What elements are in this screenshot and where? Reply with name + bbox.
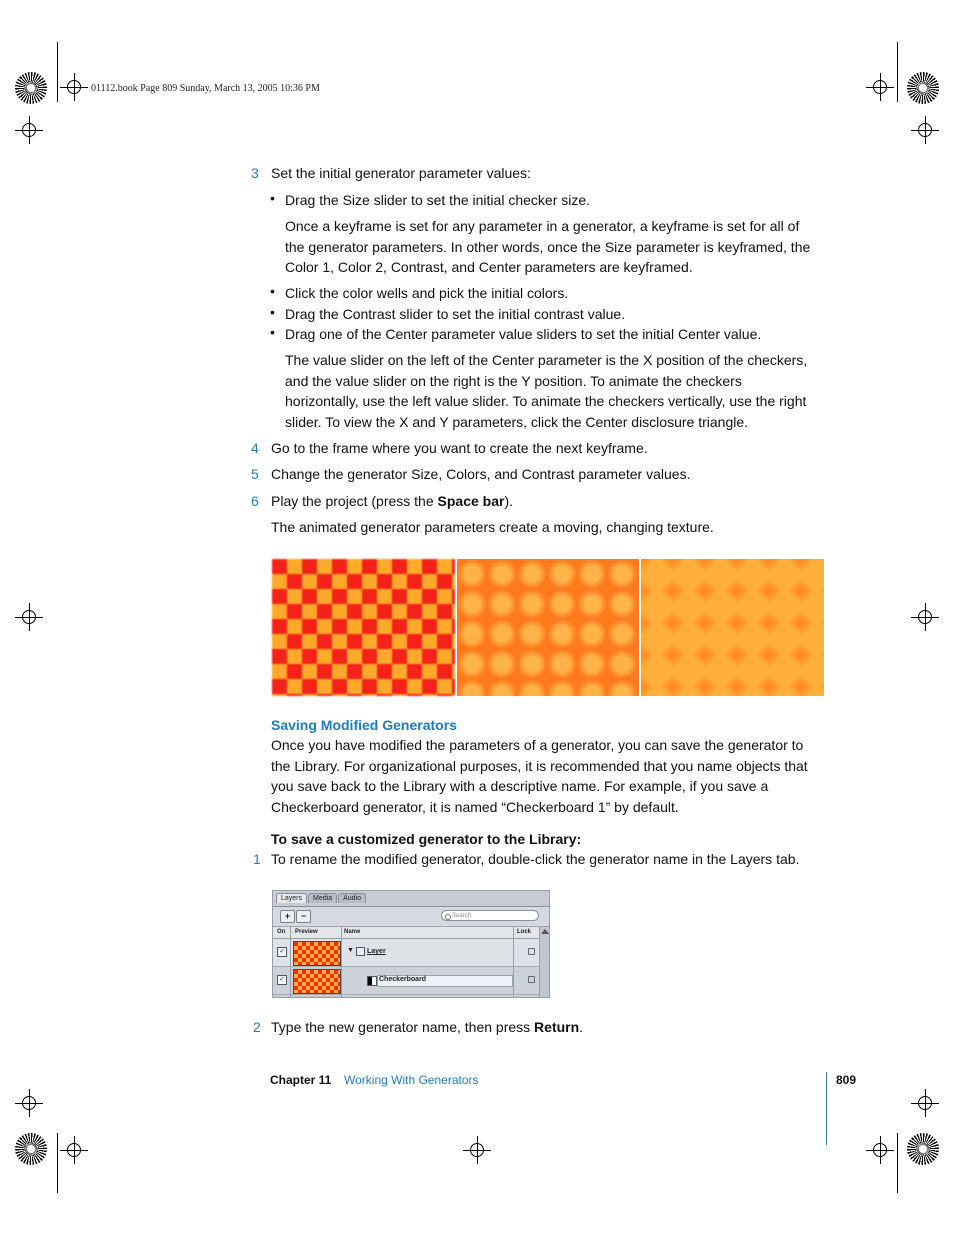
registration-mark-icon [67,1143,81,1157]
registration-mark-icon [22,610,36,624]
crop-mark [57,42,58,102]
tab-media[interactable]: Media [308,893,337,903]
registration-mark-icon [67,80,81,94]
checkerboard-frame-2-image [457,559,640,696]
key-name: Space bar [437,493,505,509]
column-header-row [273,927,539,939]
bullet-icon: • [270,190,275,206]
step-number: 1 [253,851,261,867]
column-divider [341,927,342,998]
step-number: 3 [251,165,259,181]
registration-star-icon [15,72,47,104]
bullet-text: Drag the Contrast slider to set the initial contrast value. [285,306,626,322]
note-paragraph [285,216,810,278]
page-number: 809 [836,1073,857,1087]
registration-star-icon [907,72,939,104]
task-heading: To save a customized generator to the Library: [271,831,582,847]
layer-enable-checkbox[interactable]: ✓ [277,975,287,985]
note-line: and the value slider on the right is the Y position. To animate the checkers [285,372,742,389]
step-text: Change the generator Size, Colors, and Contrast parameter values. [271,466,691,482]
column-divider [290,927,291,998]
tab-layers[interactable]: Layers [276,893,307,903]
layer-preview-thumbnail [293,941,341,966]
registration-mark-icon [918,123,932,137]
registration-star-icon [907,1133,939,1165]
step-result-text: The animated generator parameters create a moving, changing texture. [271,519,714,535]
body-line: Checkerboard generator, it is named “Checkerboard 1” by default. [271,798,679,815]
remove-layer-button[interactable]: − [296,910,311,923]
registration-star-icon [15,1133,47,1165]
body-line: the Library. For organizational purposes, it is recommended that you name objects that [271,757,808,774]
bullet-text: Drag the Size slider to set the initial checker size. [285,192,591,208]
disclosure-triangle-icon[interactable]: ▼ [347,947,354,954]
add-layer-button[interactable]: + [280,910,295,923]
note-paragraph [285,350,807,432]
bullet-icon: • [270,304,275,320]
search-icon [445,914,451,920]
column-header-name[interactable]: Name [344,929,361,935]
section-body [271,735,808,817]
layer-name[interactable]: Layer [367,948,386,955]
note-line: Color 1, Color 2, Contrast, and Center parameters are keyframed. [285,259,693,275]
step-number: 6 [251,493,259,509]
note-line: Once a keyframe is set for any parameter in a generator, a keyframe is set for all of [285,218,800,234]
registration-mark-icon [918,1096,932,1110]
layers-tab-screenshot [272,890,550,998]
crop-mark [57,1133,58,1193]
column-divider [513,927,514,998]
body-line: you save back to the Library with a descriptive name. For example, if you save a [271,778,769,794]
registration-mark-icon [873,80,887,94]
step-number: 5 [251,466,259,482]
step-number: 2 [253,1019,261,1035]
scrollbar[interactable] [539,927,550,998]
crop-mark [897,1133,898,1193]
layer-row[interactable] [273,967,539,995]
column-header-lock[interactable]: Lock [517,929,532,935]
step-text: Go to the frame where you want to create the next keyframe. [271,440,648,456]
registration-mark-icon [22,123,36,137]
lock-icon[interactable] [528,948,535,955]
note-line: the generator parameters. In other words, once the Size parameter is keyframed, the [285,238,811,255]
column-header-on[interactable]: On [277,929,286,935]
step-number: 4 [251,440,259,456]
search-input[interactable] [441,910,539,921]
texture-image-strip [272,559,824,696]
search-placeholder: Search [452,913,472,919]
scroll-up-arrow-icon[interactable] [541,929,549,934]
registration-mark-icon [873,1143,887,1157]
bullet-icon: • [270,324,275,340]
key-name: Return [534,1019,580,1035]
section-heading: Saving Modified Generators [271,717,457,733]
layer-row[interactable] [273,939,539,967]
tab-bar [276,893,366,903]
layers-toolbar [273,906,549,927]
crop-mark [897,42,898,102]
layer-preview-thumbnail [293,969,341,994]
generator-name[interactable]: Checkerboard [379,976,427,983]
tab-audio[interactable]: Audio [338,893,366,903]
column-header-preview[interactable]: Preview [295,929,318,935]
checkerboard-frame-1-image [272,559,455,696]
bullet-icon: • [270,283,275,299]
body-line: Once you have modified the parameters of a generator, you can save the generator to [271,737,804,753]
step-text: Set the initial generator parameter values: [271,165,531,181]
bullet-text: Drag one of the Center parameter value sliders to set the initial Center value. [285,326,762,342]
step-text: To rename the modified generator, double-click the generator name in the Layers tab. [271,851,800,867]
layer-group-icon [356,947,365,956]
generator-icon [367,976,377,986]
footer-chapter-title: Working With Generators [344,1073,479,1087]
footer-divider [826,1072,827,1145]
registration-mark-icon [918,610,932,624]
note-line: horizontally, use the left value slider. To animate the checkers vertically, use the right [285,393,807,409]
print-header: 01112.book Page 809 Sunday, March 13, 2005 10:36 PM [91,83,320,94]
step-text: Type the new generator name, then press Return. [271,1019,584,1035]
footer-chapter: Chapter 11 [270,1073,332,1087]
bullet-text: Click the color wells and pick the initial colors. [285,285,569,301]
registration-mark-icon [470,1143,484,1157]
step-text: Play the project (press the Space bar). [271,493,514,509]
note-line: The value slider on the left of the Center parameter is the X position of the checkers, [285,352,808,368]
note-line: slider. To view the X and Y parameters, click the Center disclosure triangle. [285,413,749,430]
lock-icon[interactable] [528,976,535,983]
checkerboard-frame-3-image [641,559,824,696]
layer-enable-checkbox[interactable]: ✓ [277,947,287,957]
registration-mark-icon [22,1096,36,1110]
